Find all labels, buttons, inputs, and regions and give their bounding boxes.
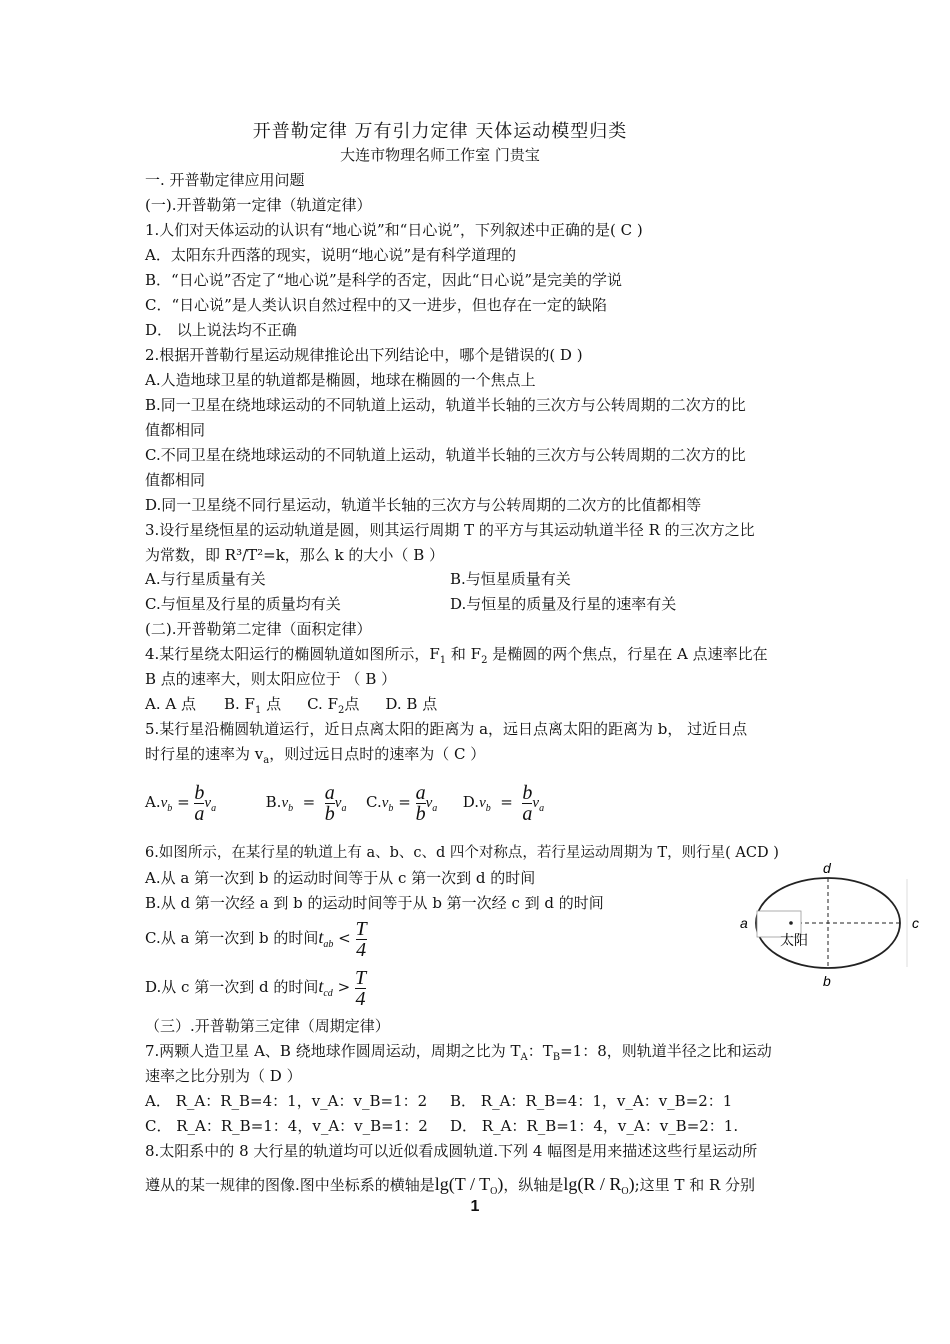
page-number: 1 xyxy=(470,1198,480,1215)
q5-options xyxy=(145,778,544,826)
q2-option-b: B.同一卫星在绕地球运动的不同轨道上运动，轨道半长轴的三次方与公转周期的二次方的比 xyxy=(145,396,746,414)
fraction: $\frac{T}{4}$ xyxy=(354,966,367,1010)
question-3: 3.设行星绕恒星的运动轨道是圆，则其运行周期 T 的平方与其运动轨道半径 R 的三次方之比 xyxy=(145,521,755,539)
q1-option-b: B．“日心说”否定了“地心说”是科学的否定，因此“日心说”是完美的学说 xyxy=(145,271,623,289)
question-5: 5.某行星沿椭圆轨道运行，近日点离太阳的距离为 a，远日点离太阳的距离为 b， 过近日点 xyxy=(145,720,748,738)
q6-option-c: C.从 a 第一次到 b 的时间$t_{ab}$ < $\frac{T}{4}$ xyxy=(145,917,367,961)
question-7: 7.两颗人造卫星 A、B 绕地球作圆周运动，周期之比为 $T_A$：$T_B=1$：8，则轨道半径之比和运动 xyxy=(145,1042,772,1063)
question-7-cont: 速率之比分别为（ D ） xyxy=(145,1067,302,1085)
question-2: 2.根据开普勒行星运动规律推论出下列结论中，哪个是错误的( D ) xyxy=(145,346,583,364)
section-heading: 一. 开普勒定律应用问题 xyxy=(145,171,305,189)
q2-option-b-cont: 值都相同 xyxy=(145,421,206,439)
q6-option-d: D.从 c 第一次到 d 的时间$t_{cd}$ > $\frac{T}{4}$ xyxy=(145,966,367,1010)
q7-option-a: A． R_A：R_B=4：1，v_A：v_B=1：2 xyxy=(145,1092,428,1110)
q3-option-a: A.与行星质量有关 xyxy=(145,570,266,588)
q5-option-c: $C.v_b$ = $\frac{a}{b}$ $v_a$ xyxy=(366,781,438,825)
point-c-label: c xyxy=(912,915,919,931)
q2-option-c: C.不同卫星在绕地球运动的不同轨道上运动，轨道半长轴的三次方与公转周期的二次方的比 xyxy=(145,446,746,464)
subsection-heading-2: (二).开普勒第二定律（面积定律） xyxy=(145,620,372,638)
question-4: 4.某行星绕太阳运行的椭圆轨道如图所示，$F_1$ 和 $F_2$ 是椭圆的两个焦点，行星在 A 点速率比在 xyxy=(145,645,768,666)
point-a-label: a xyxy=(740,915,748,931)
q5-option-d: $D.v_b$ = $\frac{b}{a}$ $v_a$ xyxy=(462,781,545,825)
sun-dot xyxy=(789,921,793,925)
q6-option-a: A.从 a 第一次到 b 的运动时间等于从 c 第一次到 d 的时间 xyxy=(145,869,536,887)
q3-option-d: D.与恒星的质量及行星的速率有关 xyxy=(450,595,677,613)
fraction: $\frac{a}{b}$ xyxy=(415,781,426,825)
q5-option-a: $A.v_b$ = $\frac{b}{a}$ $v_a$ xyxy=(145,781,217,825)
q1-option-a: A．太阳东升西落的现实，说明“地心说”是有科学道理的 xyxy=(145,246,517,264)
question-8-cont: 遵从的某一规律的图像.图中坐标系的横轴是$\lg(T / T_O)$，纵轴是$\lg(R / R_O)$;这里 T 和 R 分别 xyxy=(145,1174,756,1197)
page-title: 开普勒定律 万有引力定律 天体运动模型归类 xyxy=(252,121,628,142)
q5-option-b: $B.v_b$ = $\frac{a}{b}$ $v_a$ xyxy=(265,781,347,825)
q3-option-c: C.与恒星及行星的质量均有关 xyxy=(145,595,341,613)
question-4-cont: B 点的速率大，则太阳应位于 （ B ） xyxy=(145,670,397,688)
point-b-label: b xyxy=(823,973,831,989)
question-3-cont: 为常数，即 R³/T²=k，那么 k 的大小（ B ） xyxy=(145,546,444,564)
q2-option-a: A.人造地球卫星的轨道都是椭圆，地球在椭圆的一个焦点上 xyxy=(145,371,536,389)
point-d-label: d xyxy=(823,860,831,876)
subsection-heading-3: （三）.开普勒第三定律（周期定律） xyxy=(145,1017,390,1035)
lg-r-expression: $\lg(R / R_O)$ xyxy=(563,1174,635,1197)
q4-options: A. A 点 B. $F_1$ 点 C. $F_2$点 D. B 点 xyxy=(145,695,438,716)
question-8: 8.太阳系中的 8 大行星的轨道均可以近似看成圆轨道.下列 4 幅图是用来描述这些行星运动所 xyxy=(145,1142,758,1160)
sun-label: 太阳 xyxy=(780,932,808,948)
subsection-heading: (一).开普勒第一定律（轨道定律） xyxy=(145,196,372,214)
q7-option-c: C． R_A：R_B=1：4，v_A：v_B=1：2 xyxy=(145,1117,428,1135)
q7-option-d: D． R_A：R_B=1：4，v_A：v_B=2：1. xyxy=(450,1117,739,1135)
fraction: $\frac{a}{b}$ xyxy=(324,781,335,825)
page-subtitle: 大连市物理名师工作室 门贵宝 xyxy=(340,146,540,164)
q3-option-b: B.与恒星质量有关 xyxy=(450,570,571,588)
fraction: $\frac{T}{4}$ xyxy=(355,917,367,961)
q7-option-b: B． R_A：R_B=4：1，v_A：v_B=2：1 xyxy=(450,1092,733,1110)
q1-option-d: D． 以上说法均不正确 xyxy=(145,321,297,339)
fraction: $\frac{b}{a}$ xyxy=(522,781,533,825)
question-1: 1.人们对天体运动的认识有“地心说”和“日心说”，下列叙述中正确的是( C ) xyxy=(145,221,643,239)
orbit-diagram xyxy=(730,855,920,995)
q2-option-d: D.同一卫星绕不同行星运动，轨道半长轴的三次方与公转周期的二次方的比值都相等 xyxy=(145,496,702,514)
question-5-cont: 时行星的速率为 $v_a$，则过远日点时的速率为（ C ） xyxy=(145,745,486,766)
question-6: 6.如图所示，在某行星的轨道上有 a、b、c、d 四个对称点，若行星运动周期为 T，则行星( ACD ) xyxy=(145,845,779,861)
q1-option-c: C．“日心说”是人类认识自然过程中的又一进步，但也存在一定的缺陷 xyxy=(145,296,607,314)
fraction: $\frac{b}{a}$ xyxy=(194,781,205,825)
lg-t-expression: $\lg(T / T_O)$ xyxy=(434,1174,504,1197)
q6-option-b: B.从 d 第一次经 a 到 b 的运动时间等于从 b 第一次经 c 到 d 的时间 xyxy=(145,894,604,912)
q2-option-c-cont: 值都相同 xyxy=(145,471,206,489)
